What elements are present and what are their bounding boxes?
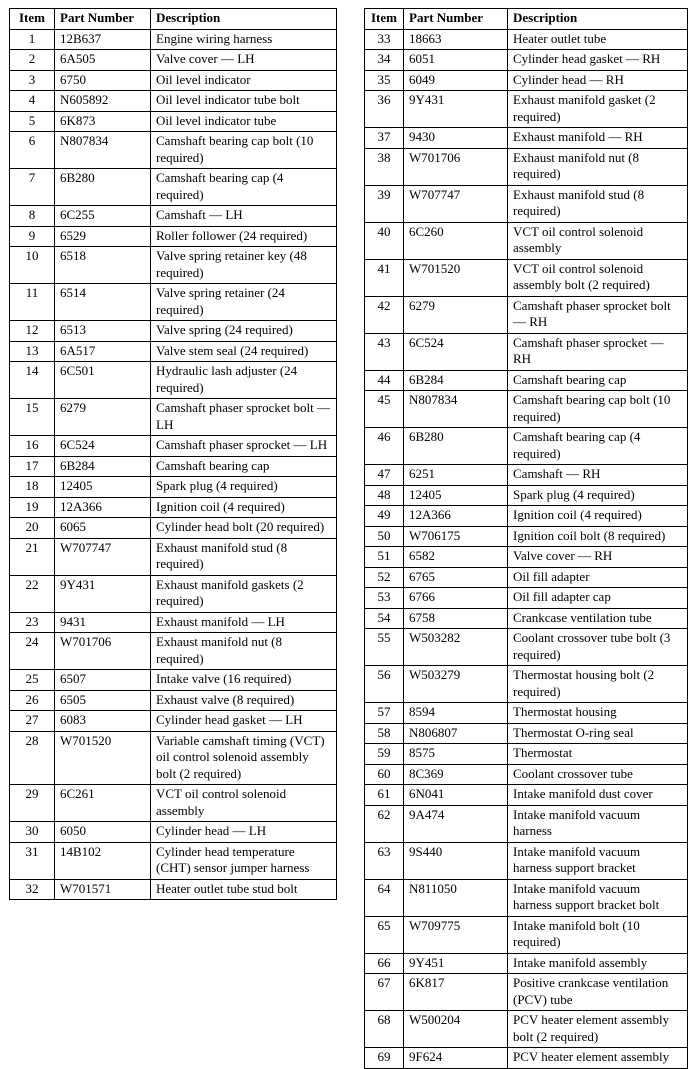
description-cell: Exhaust manifold nut (8 required) <box>508 148 688 185</box>
table-row <box>10 341 337 362</box>
item-cell: 14 <box>10 362 55 399</box>
table-row <box>365 785 688 806</box>
column-header-part-number: Part Number <box>404 9 508 30</box>
part-number-cell: 9430 <box>404 128 508 149</box>
description-cell: Thermostat housing bolt (2 required) <box>508 666 688 703</box>
table-row <box>365 506 688 527</box>
description-cell: Cylinder head bolt (20 required) <box>151 518 337 539</box>
item-cell: 36 <box>365 91 404 128</box>
table-row <box>365 666 688 703</box>
description-cell: Valve spring (24 required) <box>151 321 337 342</box>
item-cell: 20 <box>10 518 55 539</box>
part-number-cell: 6766 <box>404 588 508 609</box>
column-header-item: Item <box>365 9 404 30</box>
part-number-cell: 6582 <box>404 547 508 568</box>
item-cell: 39 <box>365 185 404 222</box>
part-number-cell: 6518 <box>55 247 151 284</box>
table-row <box>365 29 688 50</box>
table-row <box>10 518 337 539</box>
item-cell: 49 <box>365 506 404 527</box>
table-row <box>365 185 688 222</box>
description-cell: Oil level indicator tube bolt <box>151 91 337 112</box>
item-cell: 37 <box>365 128 404 149</box>
item-cell: 67 <box>365 974 404 1011</box>
table-row <box>10 879 337 900</box>
item-cell: 22 <box>10 575 55 612</box>
description-cell: PCV heater element assembly <box>508 1048 688 1069</box>
table-row <box>10 456 337 477</box>
table-row <box>10 612 337 633</box>
part-number-cell: W701706 <box>55 633 151 670</box>
header-row <box>365 9 688 30</box>
part-number-cell: W701571 <box>55 879 151 900</box>
description-cell: Thermostat <box>508 744 688 765</box>
table-row <box>365 629 688 666</box>
part-number-cell: 6514 <box>55 284 151 321</box>
table-row <box>365 526 688 547</box>
table-row <box>365 391 688 428</box>
part-number-cell: 9S440 <box>404 842 508 879</box>
description-cell: Oil level indicator <box>151 70 337 91</box>
part-number-cell: 9Y451 <box>404 953 508 974</box>
item-cell: 23 <box>10 612 55 633</box>
table-row <box>10 842 337 879</box>
item-cell: 17 <box>10 456 55 477</box>
table-row <box>10 226 337 247</box>
table-row <box>365 974 688 1011</box>
part-number-cell: 9A474 <box>404 805 508 842</box>
header-row <box>10 9 337 30</box>
part-number-cell: 6C260 <box>404 222 508 259</box>
part-number-cell: W701520 <box>55 731 151 785</box>
description-cell: Oil fill adapter cap <box>508 588 688 609</box>
table-row <box>10 822 337 843</box>
part-number-cell: W503279 <box>404 666 508 703</box>
item-cell: 24 <box>10 633 55 670</box>
table-row <box>365 91 688 128</box>
description-cell: Camshaft phaser sprocket bolt — LH <box>151 399 337 436</box>
item-cell: 43 <box>365 333 404 370</box>
description-cell: Camshaft bearing cap (4 required) <box>151 169 337 206</box>
item-cell: 29 <box>10 785 55 822</box>
table-row <box>10 362 337 399</box>
part-number-cell: 6765 <box>404 567 508 588</box>
part-number-cell: 6C524 <box>55 436 151 457</box>
parts-table-left <box>9 8 337 900</box>
table-row <box>10 132 337 169</box>
item-cell: 8 <box>10 206 55 227</box>
description-cell: Positive crankcase ventilation (PCV) tube <box>508 974 688 1011</box>
description-cell: Oil level indicator tube <box>151 111 337 132</box>
item-cell: 62 <box>365 805 404 842</box>
description-cell: Intake valve (16 required) <box>151 670 337 691</box>
item-cell: 9 <box>10 226 55 247</box>
part-number-cell: 6279 <box>55 399 151 436</box>
table-row <box>10 70 337 91</box>
item-cell: 10 <box>10 247 55 284</box>
item-cell: 47 <box>365 465 404 486</box>
part-number-cell: 6C501 <box>55 362 151 399</box>
part-number-cell: 6C255 <box>55 206 151 227</box>
part-number-cell: 12405 <box>404 485 508 506</box>
table-row <box>10 284 337 321</box>
part-number-cell: 6A517 <box>55 341 151 362</box>
description-cell: Cylinder head temperature (CHT) sensor jumper harness <box>151 842 337 879</box>
item-cell: 42 <box>365 296 404 333</box>
table-row <box>365 1011 688 1048</box>
part-number-cell: 6065 <box>55 518 151 539</box>
part-number-cell: 6051 <box>404 50 508 71</box>
description-cell: Ignition coil bolt (8 required) <box>508 526 688 547</box>
description-cell: Heater outlet tube <box>508 29 688 50</box>
table-row <box>10 91 337 112</box>
description-cell: Exhaust manifold — LH <box>151 612 337 633</box>
table-row <box>10 399 337 436</box>
part-number-cell: N605892 <box>55 91 151 112</box>
table-row <box>10 785 337 822</box>
item-cell: 68 <box>365 1011 404 1048</box>
part-number-cell: 6C261 <box>55 785 151 822</box>
table-row <box>365 703 688 724</box>
part-number-cell: W701520 <box>404 259 508 296</box>
table-row <box>365 370 688 391</box>
item-cell: 15 <box>10 399 55 436</box>
part-number-cell: W701706 <box>404 148 508 185</box>
table-row <box>365 485 688 506</box>
description-cell: Camshaft bearing cap bolt (10 required) <box>508 391 688 428</box>
table-row <box>365 723 688 744</box>
description-cell: Crankcase ventilation tube <box>508 608 688 629</box>
item-cell: 51 <box>365 547 404 568</box>
item-cell: 5 <box>10 111 55 132</box>
part-number-cell: 9F624 <box>404 1048 508 1069</box>
part-number-cell: 6083 <box>55 711 151 732</box>
item-cell: 52 <box>365 567 404 588</box>
part-number-cell: 6279 <box>404 296 508 333</box>
description-cell: Exhaust manifold gaskets (2 required) <box>151 575 337 612</box>
table-row <box>10 321 337 342</box>
table-row <box>10 29 337 50</box>
item-cell: 4 <box>10 91 55 112</box>
part-number-cell: 9Y431 <box>404 91 508 128</box>
table-row <box>365 744 688 765</box>
table-row <box>365 764 688 785</box>
description-cell: Coolant crossover tube bolt (3 required) <box>508 629 688 666</box>
description-cell: Thermostat O-ring seal <box>508 723 688 744</box>
description-cell: VCT oil control solenoid assembly <box>151 785 337 822</box>
table-row <box>10 538 337 575</box>
column-header-part-number: Part Number <box>55 9 151 30</box>
item-cell: 50 <box>365 526 404 547</box>
item-cell: 1 <box>10 29 55 50</box>
table-row <box>10 477 337 498</box>
table-row <box>365 879 688 916</box>
item-cell: 3 <box>10 70 55 91</box>
item-cell: 31 <box>10 842 55 879</box>
part-number-cell: 9431 <box>55 612 151 633</box>
table-row <box>365 296 688 333</box>
table-row <box>10 731 337 785</box>
description-cell: Valve stem seal (24 required) <box>151 341 337 362</box>
table-row <box>365 333 688 370</box>
item-cell: 26 <box>10 690 55 711</box>
part-number-cell: 6529 <box>55 226 151 247</box>
description-cell: Camshaft — RH <box>508 465 688 486</box>
table-row <box>10 50 337 71</box>
item-cell: 55 <box>365 629 404 666</box>
column-header-description: Description <box>508 9 688 30</box>
part-number-cell: 6758 <box>404 608 508 629</box>
description-cell: PCV heater element assembly bolt (2 required) <box>508 1011 688 1048</box>
part-number-cell: 6750 <box>55 70 151 91</box>
item-cell: 46 <box>365 428 404 465</box>
item-cell: 45 <box>365 391 404 428</box>
item-cell: 30 <box>10 822 55 843</box>
item-cell: 2 <box>10 50 55 71</box>
description-cell: Camshaft bearing cap bolt (10 required) <box>151 132 337 169</box>
part-number-cell: W707747 <box>55 538 151 575</box>
description-cell: Oil fill adapter <box>508 567 688 588</box>
description-cell: Exhaust manifold nut (8 required) <box>151 633 337 670</box>
item-cell: 60 <box>365 764 404 785</box>
part-number-cell: 6513 <box>55 321 151 342</box>
table-row <box>365 953 688 974</box>
description-cell: Ignition coil (4 required) <box>151 497 337 518</box>
table-row <box>365 465 688 486</box>
part-number-cell: 12B637 <box>55 29 151 50</box>
part-number-cell: W709775 <box>404 916 508 953</box>
description-cell: Camshaft bearing cap (4 required) <box>508 428 688 465</box>
table-row <box>10 497 337 518</box>
table-row <box>365 842 688 879</box>
table-row <box>10 670 337 691</box>
item-cell: 11 <box>10 284 55 321</box>
table-row <box>365 70 688 91</box>
part-number-cell: 6B280 <box>404 428 508 465</box>
part-number-cell: 6507 <box>55 670 151 691</box>
description-cell: Cylinder head gasket — RH <box>508 50 688 71</box>
description-cell: Heater outlet tube stud bolt <box>151 879 337 900</box>
table-row <box>10 711 337 732</box>
part-number-cell: N806807 <box>404 723 508 744</box>
table-row <box>365 428 688 465</box>
table-row <box>365 148 688 185</box>
description-cell: Intake manifold assembly <box>508 953 688 974</box>
item-cell: 48 <box>365 485 404 506</box>
part-number-cell: 8594 <box>404 703 508 724</box>
table-row <box>10 247 337 284</box>
part-number-cell: 6K817 <box>404 974 508 1011</box>
table-row <box>10 575 337 612</box>
item-cell: 63 <box>365 842 404 879</box>
description-cell: Intake manifold dust cover <box>508 785 688 806</box>
table-row <box>365 1048 688 1069</box>
description-cell: Camshaft bearing cap <box>151 456 337 477</box>
description-cell: Intake manifold vacuum harness <box>508 805 688 842</box>
item-cell: 27 <box>10 711 55 732</box>
part-number-cell: W503282 <box>404 629 508 666</box>
part-number-cell: 6049 <box>404 70 508 91</box>
table-row <box>10 690 337 711</box>
table-row <box>365 259 688 296</box>
part-number-cell: 8C369 <box>404 764 508 785</box>
description-cell: Exhaust manifold — RH <box>508 128 688 149</box>
part-number-cell: 6A505 <box>55 50 151 71</box>
part-number-cell: N811050 <box>404 879 508 916</box>
item-cell: 19 <box>10 497 55 518</box>
part-number-cell: N807834 <box>404 391 508 428</box>
item-cell: 40 <box>365 222 404 259</box>
description-cell: Engine wiring harness <box>151 29 337 50</box>
table-row <box>365 916 688 953</box>
item-cell: 16 <box>10 436 55 457</box>
part-number-cell: 6050 <box>55 822 151 843</box>
parts-table-right <box>364 8 688 1069</box>
part-number-cell: 6B284 <box>404 370 508 391</box>
item-cell: 21 <box>10 538 55 575</box>
part-number-cell: 6B280 <box>55 169 151 206</box>
part-number-cell: 8575 <box>404 744 508 765</box>
part-number-cell: 6B284 <box>55 456 151 477</box>
part-number-cell: 12405 <box>55 477 151 498</box>
description-cell: Roller follower (24 required) <box>151 226 337 247</box>
description-cell: Hydraulic lash adjuster (24 required) <box>151 362 337 399</box>
description-cell: Valve cover — RH <box>508 547 688 568</box>
table-row <box>365 608 688 629</box>
item-cell: 64 <box>365 879 404 916</box>
item-cell: 12 <box>10 321 55 342</box>
part-number-cell: 12A366 <box>404 506 508 527</box>
part-number-cell: W707747 <box>404 185 508 222</box>
description-cell: Camshaft phaser sprocket — LH <box>151 436 337 457</box>
item-cell: 57 <box>365 703 404 724</box>
part-number-cell: W500204 <box>404 1011 508 1048</box>
part-number-cell: 6N041 <box>404 785 508 806</box>
table-row <box>365 547 688 568</box>
part-number-cell: 12A366 <box>55 497 151 518</box>
item-cell: 38 <box>365 148 404 185</box>
part-number-cell: 6C524 <box>404 333 508 370</box>
item-cell: 34 <box>365 50 404 71</box>
description-cell: Thermostat housing <box>508 703 688 724</box>
item-cell: 13 <box>10 341 55 362</box>
description-cell: Variable camshaft timing (VCT) oil control solenoid assembly bolt (2 required) <box>151 731 337 785</box>
item-cell: 59 <box>365 744 404 765</box>
table-row <box>365 567 688 588</box>
description-cell: Cylinder head gasket — LH <box>151 711 337 732</box>
part-number-cell: 6251 <box>404 465 508 486</box>
item-cell: 69 <box>365 1048 404 1069</box>
description-cell: Exhaust manifold stud (8 required) <box>151 538 337 575</box>
description-cell: Camshaft phaser sprocket — RH <box>508 333 688 370</box>
description-cell: Ignition coil (4 required) <box>508 506 688 527</box>
part-number-cell: W706175 <box>404 526 508 547</box>
table-row <box>365 128 688 149</box>
item-cell: 65 <box>365 916 404 953</box>
description-cell: Intake manifold vacuum harness support bracket <box>508 842 688 879</box>
part-number-cell: 6505 <box>55 690 151 711</box>
description-cell: Exhaust manifold gasket (2 required) <box>508 91 688 128</box>
description-cell: Spark plug (4 required) <box>508 485 688 506</box>
description-cell: Valve spring retainer key (48 required) <box>151 247 337 284</box>
description-cell: Exhaust valve (8 required) <box>151 690 337 711</box>
item-cell: 18 <box>10 477 55 498</box>
description-cell: Valve spring retainer (24 required) <box>151 284 337 321</box>
item-cell: 61 <box>365 785 404 806</box>
item-cell: 32 <box>10 879 55 900</box>
table-row <box>10 436 337 457</box>
table-row <box>10 633 337 670</box>
table-row <box>365 588 688 609</box>
item-cell: 25 <box>10 670 55 691</box>
item-cell: 41 <box>365 259 404 296</box>
item-cell: 53 <box>365 588 404 609</box>
table-row <box>365 50 688 71</box>
column-header-item: Item <box>10 9 55 30</box>
description-cell: Intake manifold vacuum harness support bracket bolt <box>508 879 688 916</box>
description-cell: Exhaust manifold stud (8 required) <box>508 185 688 222</box>
item-cell: 66 <box>365 953 404 974</box>
item-cell: 44 <box>365 370 404 391</box>
column-header-description: Description <box>151 9 337 30</box>
description-cell: Cylinder head — LH <box>151 822 337 843</box>
table-row <box>10 169 337 206</box>
part-number-cell: 6K873 <box>55 111 151 132</box>
item-cell: 54 <box>365 608 404 629</box>
part-number-cell: N807834 <box>55 132 151 169</box>
description-cell: Valve cover — LH <box>151 50 337 71</box>
description-cell: Camshaft bearing cap <box>508 370 688 391</box>
part-number-cell: 9Y431 <box>55 575 151 612</box>
part-number-cell: 18663 <box>404 29 508 50</box>
description-cell: Cylinder head — RH <box>508 70 688 91</box>
item-cell: 7 <box>10 169 55 206</box>
table-row <box>10 111 337 132</box>
item-cell: 28 <box>10 731 55 785</box>
table-row <box>365 222 688 259</box>
item-cell: 56 <box>365 666 404 703</box>
description-cell: Intake manifold bolt (10 required) <box>508 916 688 953</box>
description-cell: Coolant crossover tube <box>508 764 688 785</box>
part-number-cell: 14B102 <box>55 842 151 879</box>
item-cell: 6 <box>10 132 55 169</box>
description-cell: Spark plug (4 required) <box>151 477 337 498</box>
item-cell: 35 <box>365 70 404 91</box>
item-cell: 58 <box>365 723 404 744</box>
description-cell: VCT oil control solenoid assembly bolt (2 required) <box>508 259 688 296</box>
table-row <box>365 805 688 842</box>
description-cell: VCT oil control solenoid assembly <box>508 222 688 259</box>
description-cell: Camshaft phaser sprocket bolt — RH <box>508 296 688 333</box>
item-cell: 33 <box>365 29 404 50</box>
description-cell: Camshaft — LH <box>151 206 337 227</box>
table-row <box>10 206 337 227</box>
